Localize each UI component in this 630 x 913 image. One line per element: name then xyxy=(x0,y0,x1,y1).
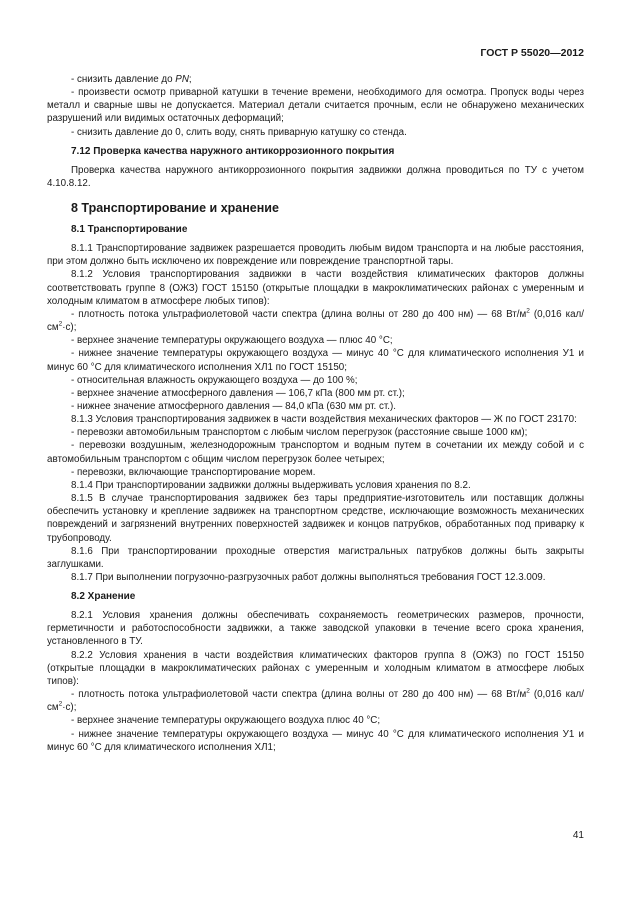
list-item: - относительная влажность окружающего воздуха — до 100 %; xyxy=(71,374,358,386)
text-run: - плотность потока ультрафиолетовой части спектра (длина волны от 280 до 400 нм) — 68 Вт/м xyxy=(71,689,527,701)
list-item: - нижнее значение температуры окружающего воздуха — минус 40 °С для климатического исполнения У1 и минус 60 °С для климатического исполнения ХЛ1 по ГОСТ 15150; xyxy=(47,348,584,373)
superscript: 2 xyxy=(58,320,63,328)
list-item: - снизить давление до 0, слить воду, снять приварную катушку со стенда. xyxy=(71,126,407,138)
paragraph: 8.2.1 Условия хранения должны обеспечивать сохраняемость геометрических размеров, прочности, герметичности и работоспособности задвижки, а также заводской упаковки в течение всего срока хранения, установленного в ТУ. xyxy=(47,610,584,648)
standard-number-header: ГОСТ Р 55020—2012 xyxy=(480,47,584,59)
superscript: 2 xyxy=(526,307,530,315)
paragraph: 8.1.7 При выполнении погрузочно-разгрузочных работ должны выполняться требования ГОСТ 12.3.009. xyxy=(71,572,546,583)
list-item xyxy=(47,308,584,334)
list-item xyxy=(47,73,584,86)
text-run: - снизить давление до xyxy=(71,74,176,85)
paragraph: Проверка качества наружного антикоррозионного покрытия задвижки должна проводиться по ТУ с учетом 4.10.8.12. xyxy=(47,164,584,189)
list-item: - перевозки воздушным, железнодорожным транспортом и водным путем в сочетании их между собой и с автомобильным транспортом с общим числом перегрузок более четырех; xyxy=(47,440,584,465)
text-run: ·с); xyxy=(62,702,77,714)
section-heading-8-2: 8.2 Хранение xyxy=(71,591,136,603)
paragraph: 8.2.2 Условия хранения в части воздействия климатических факторов группа 8 (ОЖЗ) по ГОСТ 15150 (открытые площадки в макроклиматических районах с умеренным и холодным климатом в атмосфере любых типов): xyxy=(47,649,584,687)
paragraph: 8.1.4 При транспортировании задвижки должны выдерживать условия хранения по 8.2. xyxy=(71,479,471,491)
superscript: 2 xyxy=(58,700,63,708)
list-item: - верхнее значение температуры окружающего воздуха плюс 40 °С; xyxy=(71,715,381,727)
text-run: ·с); xyxy=(62,322,77,334)
list-item: - нижнее значение атмосферного давления — 84,0 кПа (630 мм рт. ст.). xyxy=(71,400,396,412)
paragraph: 8.1.5 В случае транспортирования задвижек без тары предприятие-изготовитель или поставщик должны обеспечить установку и крепление задвижек на транспортном средстве, исключающие возможность механических повреждений и загрязнений внутренних поверхностей задвижек и концов патрубков, обработанных под приварку к трубопроводу. xyxy=(47,493,584,544)
paragraph: 8.1.2 Условия транспортирования задвижки в части воздействия климатических факторов должны соответствовать группе 8 (ОЖЗ) ГОСТ 15150 (открытые площадки в макроклиматических районах с умеренным и холодным климатом в атмосфере любых типов): xyxy=(47,269,584,307)
list-item: - верхнее значение температуры окружающего воздуха — плюс 40 °С; xyxy=(71,335,393,347)
list-item: - нижнее значение температуры окружающего воздуха — минус 40 °С для климатического исполнения У1 и минус 60 °С для климатического исполнения ХЛ1; xyxy=(47,728,584,753)
list-item: - перевозки, включающие транспортирование морем. xyxy=(71,466,316,478)
text-run: ; xyxy=(188,74,192,85)
text-run: PN xyxy=(175,74,189,85)
list-item: - верхнее значение атмосферного давления — 106,7 кПа (800 мм рт. ст.); xyxy=(71,387,405,399)
paragraph: 8.1.1 Транспортирование задвижек разрешается проводить любым видом транспорта и на любые расстояния, при этом должно быть исключено их повреждение или повреждение транспортной тары. xyxy=(47,243,584,268)
text-run: - плотность потока ультрафиолетовой части спектра (длина волны от 280 до 400 нм) — 68 Вт/м xyxy=(71,308,527,320)
section-heading-8: 8 Транспортирование и хранение xyxy=(71,201,279,216)
list-item: - перевозки автомобильным транспортом с любым числом перегрузок (расстояние свыше 1000 км); xyxy=(71,427,528,439)
superscript: 2 xyxy=(526,687,530,695)
list-item xyxy=(47,688,584,714)
text-run: (0,016 кал/см xyxy=(47,689,584,714)
document-page xyxy=(47,0,584,913)
section-heading-8-1: 8.1 Транспортирование xyxy=(71,224,188,236)
section-heading-7-12: 7.12 Проверка качества наружного антикоррозионного покрытия xyxy=(71,145,395,157)
page-number: 41 xyxy=(572,830,584,841)
paragraph: 8.1.6 При транспортировании проходные отверстия магистральных патрубков должны быть закрыты заглушками. xyxy=(47,545,584,570)
list-item: - произвести осмотр приварной катушки в течение времени, необходимого для осмотра. Пропуск воды через металл и сварные швы не допускается. Материал детали считается прочным, если не обнаружено механических разрушений или видимых остаточных деформаций; xyxy=(47,87,584,125)
text-run: (0,016 кал/см xyxy=(47,308,584,334)
document-body xyxy=(47,73,584,754)
paragraph: 8.1.3 Условия транспортирования задвижек в части воздействия механических факторов — Ж по ГОСТ 23170: xyxy=(71,414,577,426)
